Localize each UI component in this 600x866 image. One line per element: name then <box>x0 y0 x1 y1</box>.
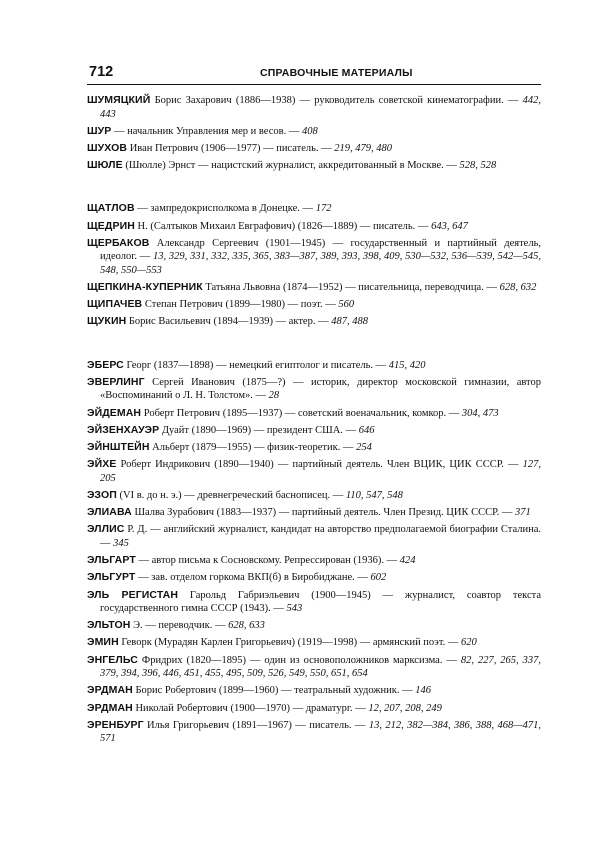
index-entry <box>87 441 541 455</box>
index-entry <box>87 702 541 716</box>
index-entry <box>87 506 541 520</box>
index-entry <box>87 94 541 121</box>
entry-page-refs: 424 <box>399 555 416 567</box>
entry-headword: ЭЛЬГАРТ <box>87 554 136 567</box>
running-head: СПРАВОЧНЫЕ МАТЕРИАЛЫ <box>260 67 413 79</box>
index-entry <box>87 407 541 421</box>
entry-headword: ЭЛЬТОН <box>87 619 131 632</box>
entry-description: Р. Д. — английский журналист, кандидат на авторство предполагаемой биографии Сталина. — <box>100 524 541 549</box>
entry-page-refs: 172 <box>315 203 332 215</box>
entry-headword: ЭЙНШТЕЙН <box>87 441 150 453</box>
entry-page-refs: 646 <box>358 424 375 436</box>
entry-description: Борис Робертович (1899—1960) — театральный художник. — <box>132 685 416 697</box>
index-entry <box>87 719 541 746</box>
entry-description: Геворк (Мурадян Карлен Григорьевич) (1919—1998) — армянский поэт. — <box>118 637 461 649</box>
index-entry <box>87 424 541 438</box>
index-entry <box>87 489 541 503</box>
entry-description: Альберт (1879—1955) — физик-теоретик. — <box>149 442 357 453</box>
index-entry <box>87 220 541 234</box>
entry-description: Шалва Зурабович (1883—1937) — партийный деятель. Член Презид. ЦИК СССР. — <box>131 507 516 519</box>
entry-description: Э. — переводчик. — <box>130 620 229 632</box>
entry-description: Татьяна Львовна (1874—1952) — писательница, переводчица. — <box>202 282 500 294</box>
entry-headword: ЩИПАЧЕВ <box>87 298 143 311</box>
entry-headword: ЭМИН <box>87 636 119 649</box>
entry-description: (Шюлле) Эрнст — нацистский журналист, аккредитованный в Москве. — <box>122 160 460 172</box>
entry-page-refs: 345 <box>113 537 129 549</box>
entry-headword: ЭНГЕЛЬС <box>87 653 138 666</box>
index-entry <box>87 636 541 650</box>
entry-page-refs: 415, 420 <box>388 359 426 371</box>
index-entry <box>87 458 541 485</box>
entry-page-refs: 146 <box>415 685 432 697</box>
entry-headword: ЭЙДЕМАН <box>87 406 142 419</box>
entry-page-refs: 13, 212, 382—384, 386, 388, 468—471, 571 <box>100 719 541 745</box>
entry-description: Николай Робертович (1900—1970) — драматург. — <box>132 702 369 714</box>
entry-page-refs: 408 <box>301 125 318 137</box>
entry-page-refs: 12, 207, 208, 249 <box>368 702 442 714</box>
entry-page-refs: 304, 473 <box>461 407 499 419</box>
entry-page-refs: 110, 547, 548 <box>345 489 403 501</box>
entry-description: Роберт Петрович (1895—1937) — советский военачальник, комкор. — <box>141 407 462 419</box>
entry-headword: ЭЛЛИС <box>87 523 125 536</box>
entry-description: Фридрих (1820—1895) — один из основоположников марксизма. — <box>137 654 461 666</box>
index-entry <box>87 619 541 633</box>
index-entry <box>87 281 541 295</box>
index-entry <box>87 554 541 568</box>
entry-headword: ЭЙХЕ <box>87 458 117 471</box>
entry-description: — зав. отделом горкома ВКП(б) в Биробиджане. — <box>135 572 371 584</box>
entry-description: Н. (Салтыков Михаил Евграфович) (1826—1889) — писатель. — <box>134 220 432 232</box>
entry-description: Гарольд Габриэльевич (1900—1945) — журналист, соавтор текста государственного гимна СССР (1943). — <box>100 589 541 615</box>
entry-page-refs: 643, 647 <box>431 220 468 232</box>
entry-description: (VI в. до н. э.) — древнегреческий баснописец. — <box>116 489 346 501</box>
index-entry <box>87 159 541 173</box>
entry-headword: ЩЕПКИНА-КУПЕРНИК <box>87 281 203 294</box>
index-entry <box>87 202 541 216</box>
entry-description: Иван Петрович (1906—1977) — писатель. — <box>127 142 335 154</box>
index-entry <box>87 142 541 156</box>
entry-page-refs: 13, 329, 331, 332, 335, 365, 383—387, 389, 393, 398, 409, 530—532, 536—539, 542—545, 548, 550—553 <box>100 251 541 276</box>
entry-headword: ЭБЕРС <box>87 358 124 371</box>
page-header <box>87 62 541 85</box>
entry-page-refs: 28 <box>268 390 280 402</box>
entry-description: Сергей Иванович (1875—?) — историк, директор московской гимназии, автор «Воспоминаний о Л. Н. Толстом». — <box>100 376 541 402</box>
entry-page-refs: 560 <box>338 299 355 311</box>
entry-headword: ШЮЛЕ <box>87 159 123 172</box>
entry-headword: ЩЕРБАКОВ <box>87 236 150 249</box>
entry-headword: ЩАТЛОВ <box>87 202 135 215</box>
index-entry <box>87 589 541 616</box>
entry-description: Борис Захарович (1886—1938) — руководитель советской кинематографии. — <box>150 95 523 106</box>
entry-headword: ШУР <box>87 124 112 137</box>
index-entry <box>87 125 541 139</box>
entry-page-refs: 528, 528 <box>459 160 497 172</box>
entry-page-refs: 602 <box>370 572 387 584</box>
index-entry <box>87 523 541 550</box>
index-entry <box>87 298 541 312</box>
entry-headword: ЭЛИАВА <box>87 506 132 519</box>
index-entry <box>87 684 541 698</box>
entry-page-refs: 219, 479, 480 <box>334 142 393 154</box>
entry-headword: ШУХОВ <box>87 141 128 154</box>
entry-page-refs: 628, 632 <box>499 282 537 294</box>
entry-description: Степан Петрович (1899—1980) — поэт. — <box>142 299 339 311</box>
index-entry <box>87 571 541 585</box>
section-gap <box>87 333 541 359</box>
entry-page-refs: 620 <box>461 637 477 649</box>
entry-page-refs: 82, 227, 265, 337, 379, 394, 396, 446, 451, 455, 495, 509, 526, 549, 550, 651, 654 <box>100 654 542 680</box>
entry-page-refs: 487, 488 <box>331 316 368 328</box>
entry-headword: ЭЙЗЕНХАУЭР <box>87 423 160 436</box>
entry-page-refs: 127, 205 <box>100 459 541 484</box>
entry-description: Дуайт (1890—1969) — президент США. — <box>159 424 359 436</box>
index-entry <box>87 237 541 278</box>
entry-page-refs: 442, 443 <box>100 95 541 120</box>
entry-headword: ШУМЯЦКИЙ <box>87 94 151 106</box>
entry-page-refs: 254 <box>356 442 372 453</box>
entry-headword: ЭЛЬ РЕГИСТАН <box>87 588 179 601</box>
entry-description: Георг (1837—1898) — немецкий египтолог и писатель. — <box>123 359 389 371</box>
entry-description: — зампредокрисполкома в Донецке. — <box>134 203 316 215</box>
page-number: 712 <box>89 64 114 80</box>
entry-description: Борис Васильевич (1894—1939) — актер. — <box>126 316 332 328</box>
entry-headword: ЩЕДРИН <box>87 219 135 232</box>
entry-headword: ЭЗОП <box>87 488 117 501</box>
entry-headword: ЩУКИН <box>87 315 127 328</box>
entry-page-refs: 371 <box>515 507 531 519</box>
entry-description: Александр Сергеевич (1901—1945) — государственный и партийный деятель, идеолог. — <box>100 237 541 263</box>
entry-headword: ЭРДМАН <box>87 684 133 697</box>
section-gap <box>87 176 541 202</box>
entry-headword: ЭРДМАН <box>87 701 133 714</box>
entry-description: Илья Григорьевич (1891—1967) — писатель. — <box>143 719 369 731</box>
entry-page-refs: 628, 633 <box>228 620 265 632</box>
index-entry <box>87 376 541 403</box>
index-entry <box>87 359 541 373</box>
index-entry <box>87 654 541 681</box>
entry-page-refs: 543 <box>286 603 303 615</box>
entry-headword: ЭВЕРЛИНГ <box>87 375 145 388</box>
entry-description: — автор письма к Сосновскому. Репрессирован (1936). — <box>135 555 400 567</box>
entry-description: — начальник Управления мер и весов. — <box>111 125 302 137</box>
index-entry <box>87 315 541 329</box>
index-entries <box>87 94 541 750</box>
entry-headword: ЭРЕНБУРГ <box>87 718 144 731</box>
entry-description: Роберт Индрикович (1890—1940) — партийный деятель. Член ВЦИК, ЦИК СССР. — <box>116 459 523 471</box>
entry-headword: ЭЛЬГУРТ <box>87 571 136 584</box>
